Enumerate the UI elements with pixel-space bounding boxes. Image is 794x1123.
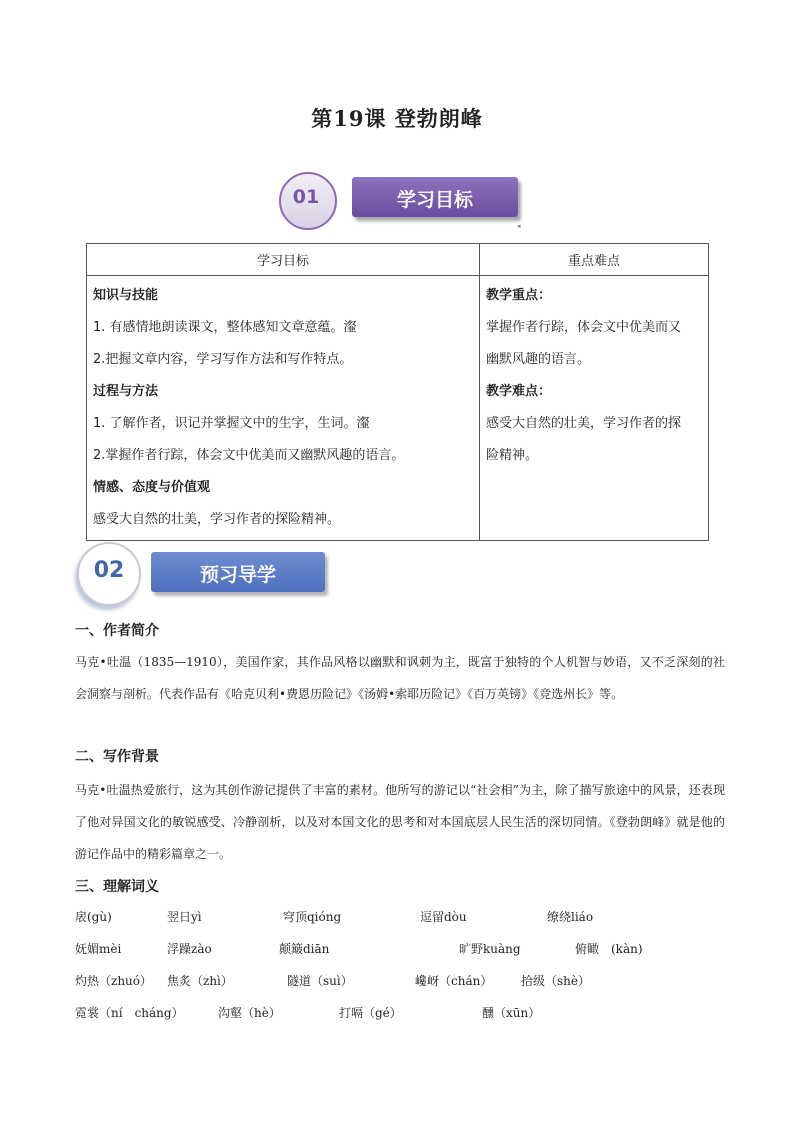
objective-line: 知识与技能 [93, 288, 159, 303]
author-section [75, 620, 725, 710]
section-number: 02 [93, 558, 125, 583]
vocab-row [75, 964, 725, 996]
table-body-row [87, 276, 709, 541]
key-point-line: 教学难点： [486, 384, 552, 399]
key-points-list [480, 276, 708, 476]
objective-line: 过程与方法 [93, 384, 159, 399]
vocab-word: 隧道（suì） [287, 974, 353, 988]
header-objectives: 学习目标 [87, 244, 480, 276]
vocab-word: 灼热（zhuó） [75, 974, 153, 988]
vocab-word: 醺（xūn） [482, 1006, 541, 1020]
table-header-row [87, 244, 709, 276]
vocab-word: 霓裳（ní cháng） [75, 1006, 184, 1020]
vocab-section [75, 876, 725, 1028]
vocab-word: 浮躁zào [167, 942, 212, 956]
author-heading: 一、作者简介 [75, 623, 159, 639]
page-title: 第19课 登勃朗峰 [311, 106, 483, 131]
section-label: 预习导学 [199, 564, 276, 586]
key-point-line: 掌握作者行踪，体会文中优美而又 [486, 320, 682, 335]
author-text: 马克•吐温（1835—1910），美国作家，其作品风格以幽默和讽刺为主，既富于独特的个人机智与妙语，又不乏深刻的社会洞察与剖析。代表作品有《哈克贝利•费恩历险记》《汤姆•索耶历险记》《百万英镑》《竞选州长》等。 [75, 655, 725, 701]
key-point-line: 教学重点： [486, 288, 552, 303]
vocab-word: 逗留dòu [420, 910, 467, 924]
background-heading: 二、写作背景 [75, 749, 159, 765]
objective-line: 1. 有感情地朗读课文，整体感知文章意蕴。瀣 [93, 320, 357, 335]
vocab-word: 扆(gù) [75, 910, 112, 924]
section-badge-preview [77, 542, 329, 606]
small-mark-icon: ◂ [517, 222, 521, 230]
vocab-row [75, 932, 725, 964]
section-badge-objectives [279, 172, 519, 230]
background-section [75, 746, 725, 870]
key-point-line: 险精神。 [486, 448, 539, 463]
header-key-points: 重点难点 [480, 244, 709, 276]
vocab-word: 旷野kuàng [459, 942, 521, 956]
vocab-row [75, 996, 725, 1028]
background-text: 马克•吐温热爱旅行，这为其创作游记提供了丰富的素材。他所写的游记以“社会相”为主，除了描写旅途中的风景，还表现了他对异国文化的敏锐感受、冷静剖析，以及对本国文化的思考和对本国底层人民生活的深切同情。《登勃朗峰》就是他的游记作品中的精彩篇章之一。 [75, 783, 725, 861]
objective-line: 情感、态度与价值观 [93, 480, 211, 495]
objective-line: 1. 了解作者，识记并掌握文中的生字，生词。瀣 [93, 416, 370, 431]
objective-line: 感受大自然的壮美，学习作者的探险精神。 [93, 512, 341, 527]
objective-line: 2.把握文章内容，学习写作方法和写作特点。 [93, 352, 353, 367]
vocab-list [75, 900, 725, 1028]
key-points-cell [480, 276, 709, 541]
vocab-row [75, 900, 725, 932]
objectives-table [86, 243, 709, 541]
vocab-word: 妩媚mèi [75, 942, 122, 956]
vocab-word: 穹顶qióng [283, 910, 342, 924]
vocab-word: 翌日yì [167, 910, 202, 924]
section-label: 学习目标 [396, 189, 473, 211]
vocab-word: 焦炙（zhì） [167, 974, 233, 988]
vocab-word: 打嗝（gé） [339, 1006, 402, 1020]
section-number: 01 [292, 186, 320, 208]
key-point-line: 感受大自然的壮美，学习作者的探 [486, 416, 682, 431]
vocab-word: 沟壑（hè） [218, 1006, 281, 1020]
vocab-word: 巉岈（chán） [415, 974, 493, 988]
vocab-word: 颠簸diān [279, 942, 330, 956]
vocab-word: 缭绕liáo [547, 910, 594, 924]
vocab-word: 拾级（shè） [521, 974, 590, 988]
key-point-line: 幽默风趣的语言。 [486, 352, 591, 367]
objectives-list [87, 276, 479, 540]
objective-line: 2.掌握作者行踪，体会文中优美而又幽默风趣的语言。 [93, 448, 405, 463]
section-label-bar [151, 552, 325, 592]
section-label-bar [352, 177, 518, 217]
vocab-heading: 三、理解词义 [75, 879, 159, 895]
objectives-cell [87, 276, 480, 541]
vocab-word: 俯瞰 (kàn) [575, 942, 643, 956]
